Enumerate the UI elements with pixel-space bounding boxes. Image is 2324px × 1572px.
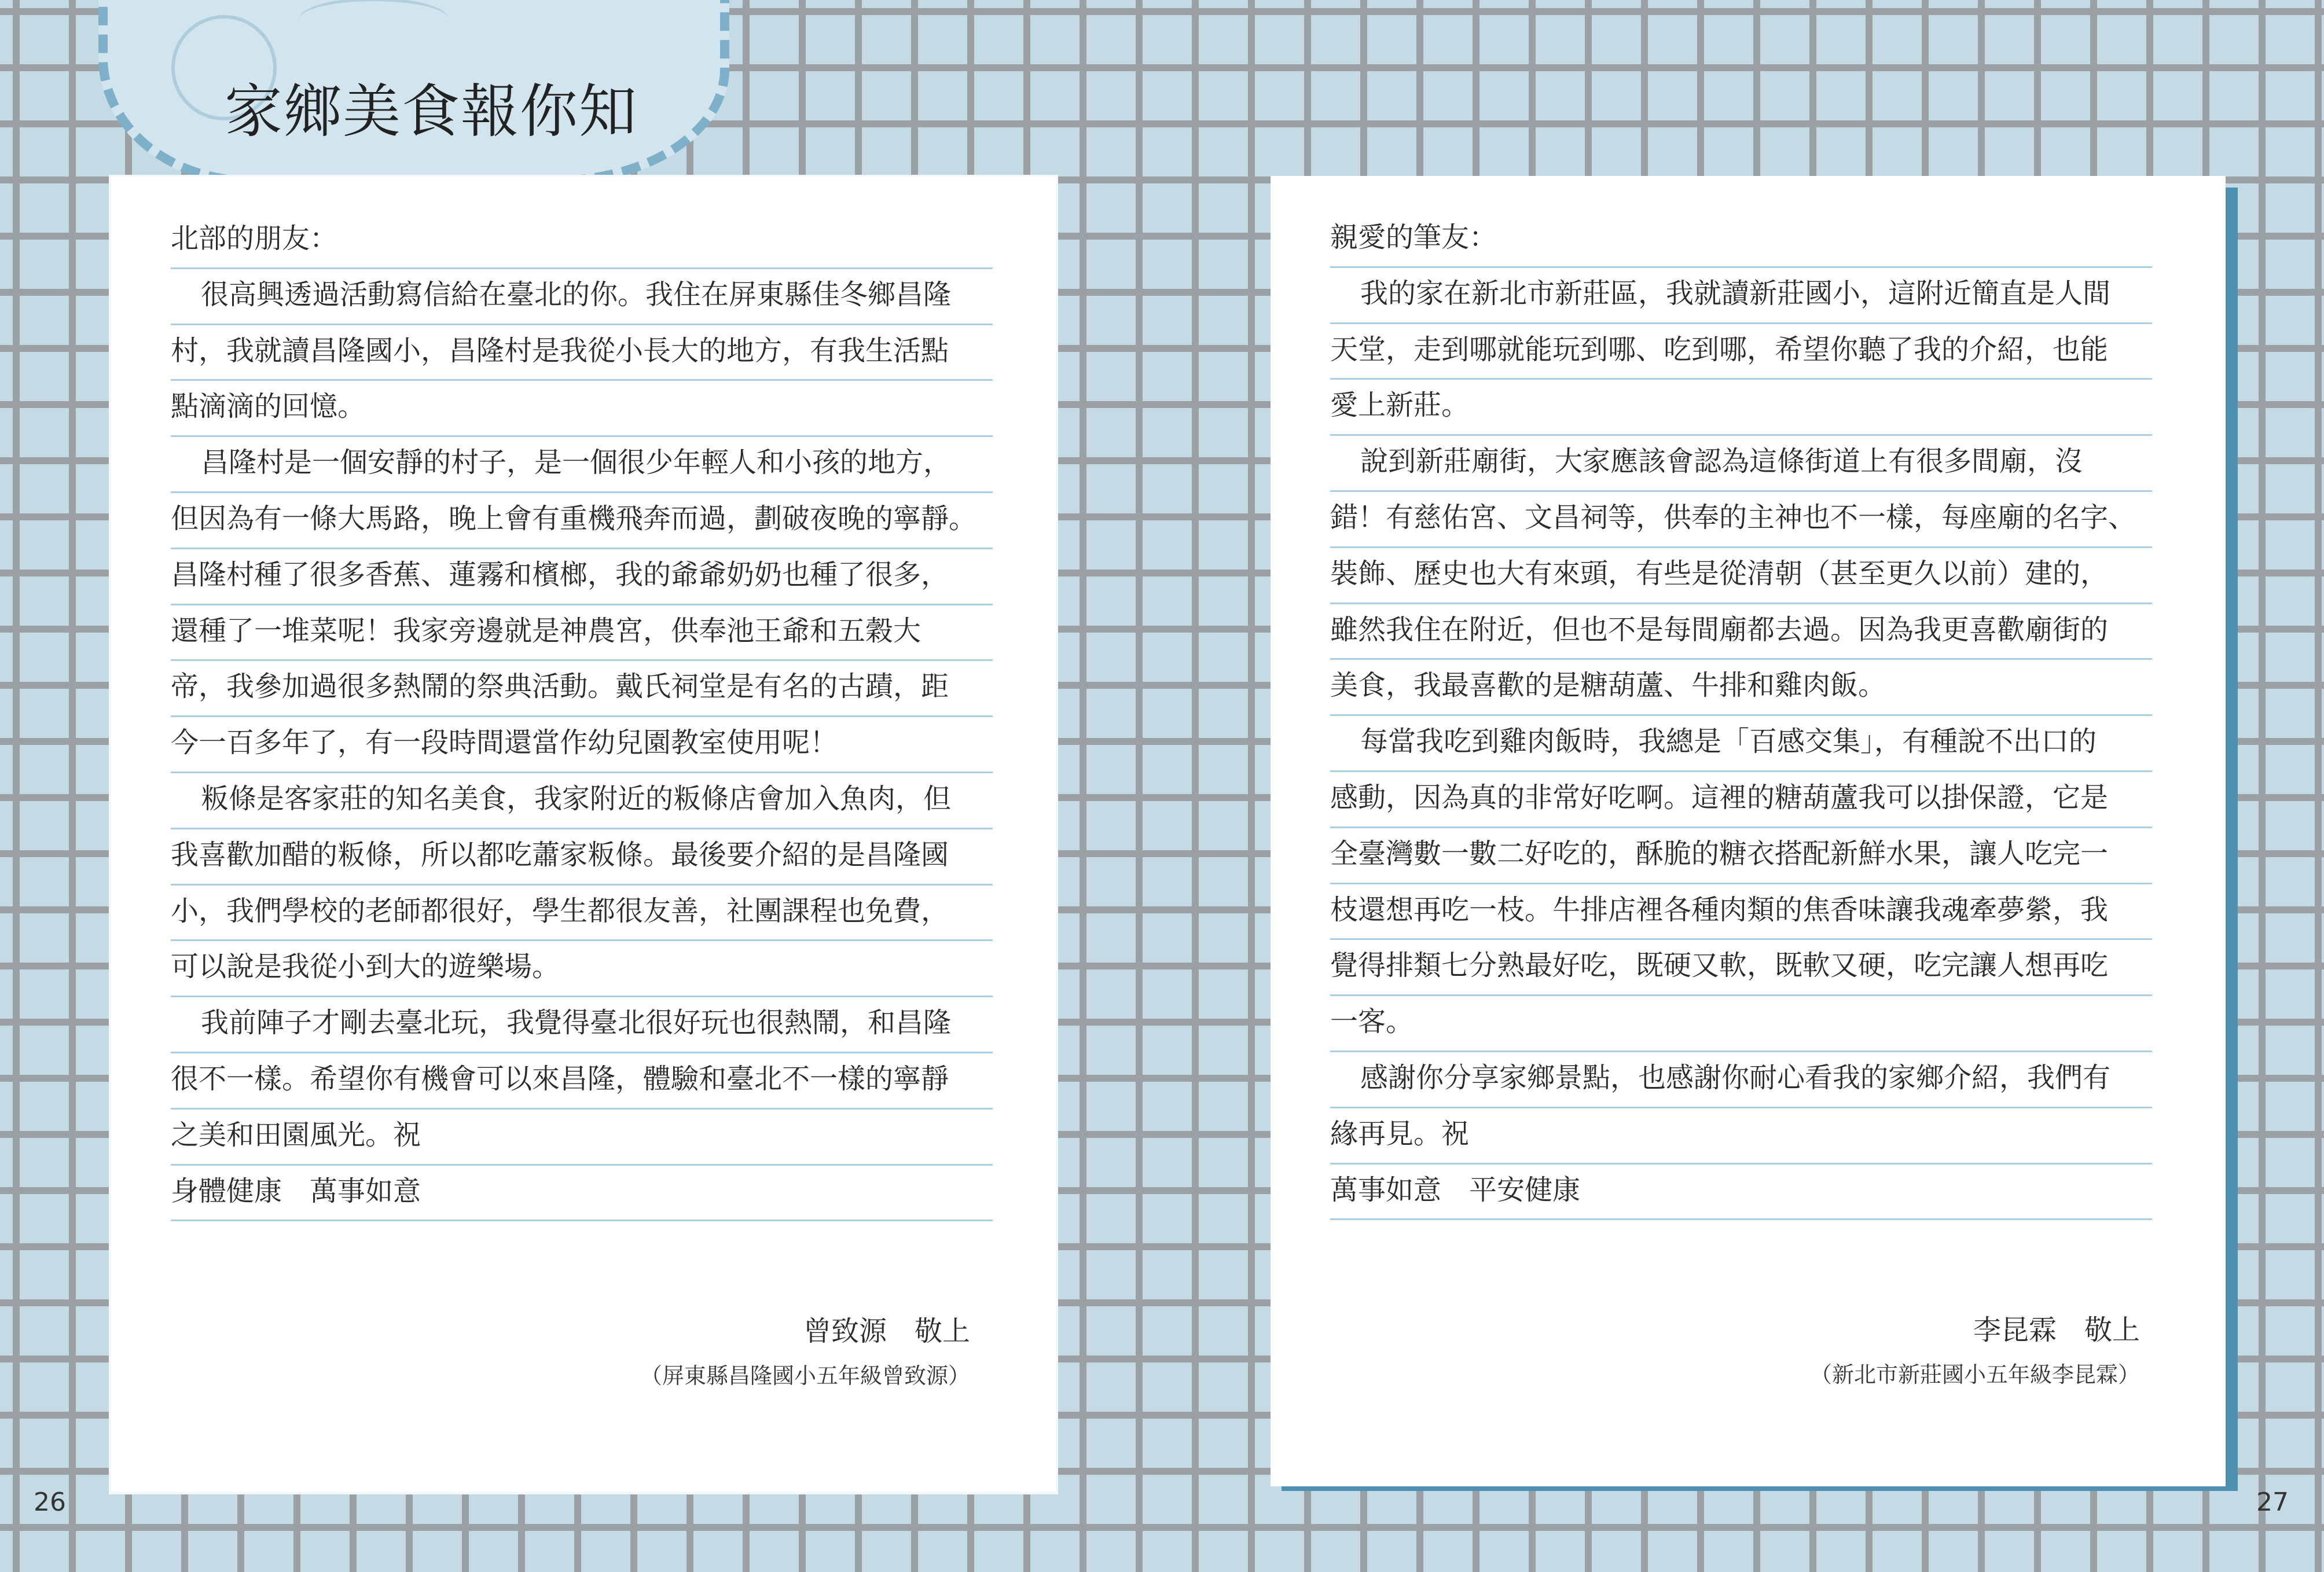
letter-sheet-left bbox=[111, 177, 1056, 1492]
letter-body-left bbox=[171, 213, 993, 1221]
letter-line: 愛上新莊。 bbox=[1330, 380, 2152, 436]
letter-line: 我的家在新北市新莊區，我就讀新莊國小，這附近簡直是人間 bbox=[1330, 268, 2152, 324]
letter-line: 美食，我最喜歡的是糖葫蘆、牛排和雞肉飯。 bbox=[1330, 660, 2152, 716]
page-number-right: 27 bbox=[2256, 1487, 2289, 1517]
letter-line: 錯！有慈佑宮、文昌祠等，供奉的主神也不一樣，每座廟的名字、 bbox=[1330, 492, 2152, 548]
letter-line: 小，我們學校的老師都很好，學生都很友善，社團課程也免費， bbox=[171, 886, 993, 942]
letter-body-right bbox=[1330, 212, 2152, 1220]
signature: 曾致源 敬上 bbox=[803, 1315, 970, 1347]
letter-line: 親愛的筆友： bbox=[1330, 212, 2152, 268]
letter-line: 感謝你分享家鄉景點，也感謝你耐心看我的家鄉介紹，我們有 bbox=[1330, 1052, 2152, 1108]
letter-sheet-right bbox=[1271, 176, 2226, 1486]
letter-line: 緣再見。祝 bbox=[1330, 1108, 2152, 1165]
letter-line: 點滴滴的回憶。 bbox=[171, 381, 993, 437]
letter-line: 村，我就讀昌隆國小，昌隆村是我從小長大的地方，有我生活點 bbox=[171, 325, 993, 381]
letter-line: 每當我吃到雞肉飯時，我總是「百感交集」，有種說不出口的 bbox=[1330, 716, 2152, 772]
wave-decoration bbox=[299, 0, 449, 42]
letter-line: 天堂，走到哪就能玩到哪、吃到哪，希望你聽了我的介紹，也能 bbox=[1330, 324, 2152, 380]
letter-line: 可以說是我從小到大的遊樂場。 bbox=[171, 941, 993, 997]
letter-line: 粄條是客家莊的知名美食，我家附近的粄條店會加入魚肉，但 bbox=[171, 773, 993, 829]
letter-line: 說到新莊廟街，大家應該會認為這條街道上有很多間廟，沒 bbox=[1330, 436, 2152, 492]
letter-line: 但因為有一條大馬路，晚上會有重機飛奔而過，劃破夜晚的寧靜。 bbox=[171, 493, 993, 549]
letter-line: 我喜歡加醋的粄條，所以都吃蕭家粄條。最後要介紹的是昌隆國 bbox=[171, 829, 993, 886]
letter-line: 北部的朋友： bbox=[171, 213, 993, 269]
letter-line: 全臺灣數一數二好吃的，酥脆的糖衣搭配新鮮水果，讓人吃完一 bbox=[1330, 828, 2152, 884]
letter-line: 今一百多年了，有一段時間還當作幼兒園教室使用呢！ bbox=[171, 717, 993, 773]
page-number-left: 26 bbox=[34, 1487, 66, 1517]
letter-line: 很高興透過活動寫信給在臺北的你。我住在屏東縣佳冬鄉昌隆 bbox=[171, 269, 993, 325]
letter-line: 雖然我住在附近，但也不是每間廟都去過。因為我更喜歡廟街的 bbox=[1330, 604, 2152, 660]
letter-line: 我前陣子才剛去臺北玩，我覺得臺北很好玩也很熱鬧，和昌隆 bbox=[171, 997, 993, 1053]
letter-line: 感動，因為真的非常好吃啊。這裡的糖葫蘆我可以掛保證，它是 bbox=[1330, 772, 2152, 828]
letter-line: 昌隆村種了很多香蕉、蓮霧和檳榔，我的爺爺奶奶也種了很多， bbox=[171, 549, 993, 605]
letter-line: 枝還想再吃一枝。牛排店裡各種肉類的焦香味讓我魂牽夢縈，我 bbox=[1330, 884, 2152, 941]
letter-closing: 萬事如意 平安健康 bbox=[1330, 1165, 2152, 1221]
letter-line: 很不一樣。希望你有機會可以來昌隆，體驗和臺北不一樣的寧靜 bbox=[171, 1053, 993, 1110]
letter-line: 裝飾、歷史也大有來頭，有些是從清朝（甚至更久以前）建的， bbox=[1330, 548, 2152, 604]
letter-line: 還種了一堆菜呢！我家旁邊就是神農宮，供奉池王爺和五穀大 bbox=[171, 605, 993, 662]
author-note: （新北市新莊國小五年級李昆霖） bbox=[1809, 1362, 2140, 1387]
signature: 李昆霖 敬上 bbox=[1973, 1314, 2140, 1346]
page-title: 家鄉美食報你知 bbox=[225, 78, 638, 145]
letter-line: 昌隆村是一個安靜的村子，是一個很少年輕人和小孩的地方， bbox=[171, 437, 993, 493]
author-note: （屏東縣昌隆國小五年級曾致源） bbox=[640, 1363, 970, 1389]
letter-line: 帝，我參加過很多熱鬧的祭典活動。戴氏祠堂是有名的古蹟，距 bbox=[171, 661, 993, 717]
letter-line: 之美和田園風光。祝 bbox=[171, 1110, 993, 1166]
letter-line: 覺得排類七分熟最好吃，既硬又軟，既軟又硬，吃完讓人想再吃 bbox=[1330, 940, 2152, 996]
letter-line: 一客。 bbox=[1330, 996, 2152, 1052]
letter-closing: 身體健康 萬事如意 bbox=[171, 1166, 993, 1222]
